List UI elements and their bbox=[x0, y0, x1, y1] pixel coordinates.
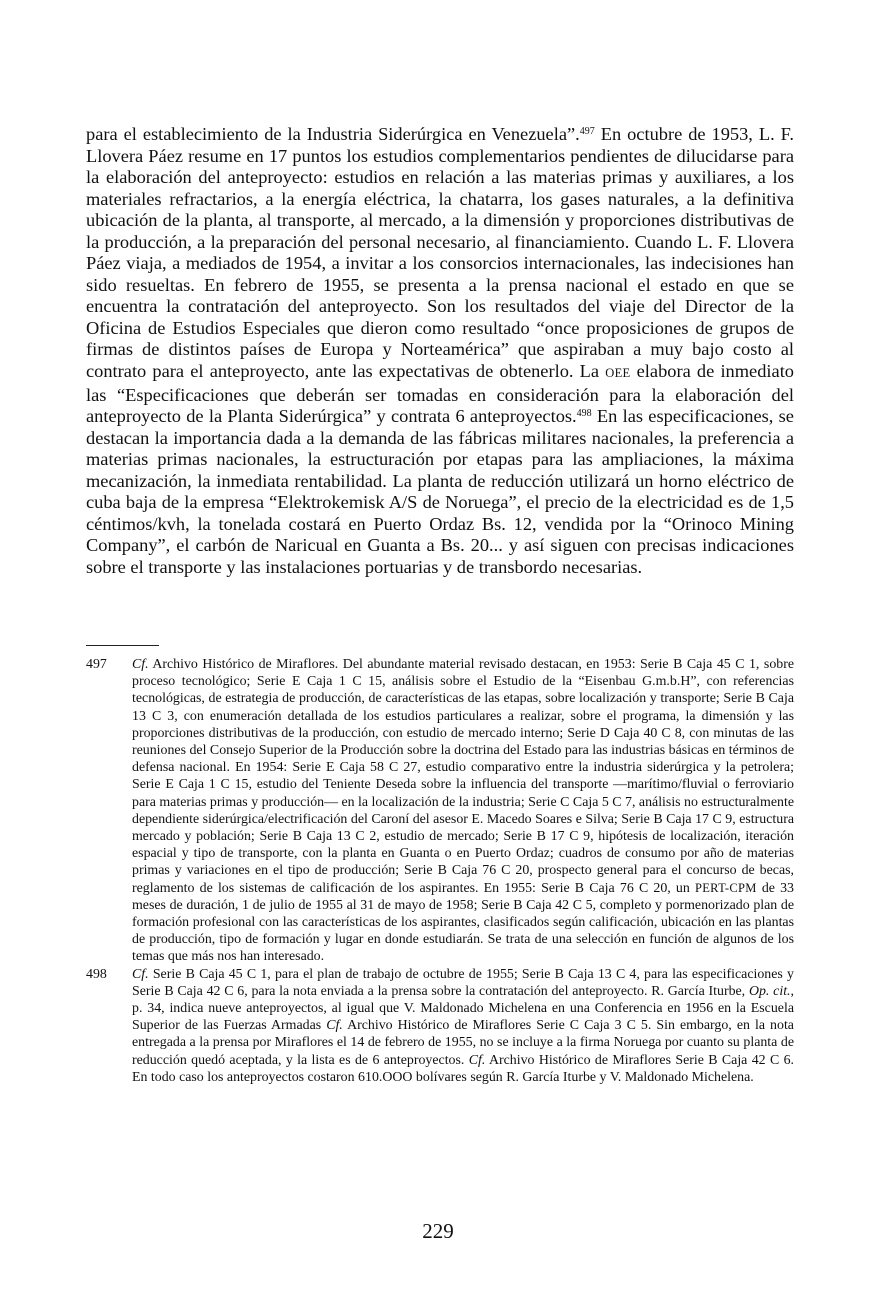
body-paragraph bbox=[86, 124, 794, 578]
body-text-3: elabora de inmediato las “Especificaciones que deberán ser tomadas en consideración para la elaboración del anteproyecto de la Planta Siderúrgica” y contrata 6 anteproyectos. bbox=[86, 361, 794, 427]
footnote-498-text-a: Serie B Caja 45 C 1, para el plan de trabajo de octubre de 1955; Serie B Caja 13 C 4, para las especificaciones y Serie B Caja 42 C 6, para la nota enviada a la prensa sobre la contratación del anteproyecto. R. García Iturbe, bbox=[132, 966, 794, 999]
cf-abbreviation: Cf. bbox=[132, 657, 149, 672]
footnote-497-text-a: Archivo Histórico de Miraflores. Del abundante material revisado destacan, en 1953: Serie B Caja 45 C 1, sobre proceso tecnológico; Serie E Caja 1 C 15, análisis sobre el Estudio de la “Eisenbau G.m.b.H”, con referencias tecnológicas, de estrategia de producción, de características de las etapas, sobre localización y transporte; Serie B Caja 13 C 3, con enumeración detallada de los estudios particulares a realizar, sobre el programa, la dimensión y las proporciones distributivas de la producción, con estudio de mercado interno; Serie D Caja 40 C 8, con minutas de las reuniones del Consejo Superior de la Producción sobre la doctrina del Estado para las industrias básicas en términos de defensa nacional. En 1954: Serie E Caja 58 C 27, estudio comparativo entre la industria siderúrgica y la petrolera; Serie E Caja 1 C 15, estudio del Teniente Deseda sobre la influencia del transporte —marítimo/fluvial o ferroviario para materias primas y producción— en la localización de la industria; Serie C Caja 5 C 7, análisis no estructuralmente dependiente siderúrgica/electrificación del Caroní del asesor E. Macedo Soares e Silva; Serie B Caja 17 C 9, estructura mercado y población; Serie B Caja 13 C 2, estudio de mercado; Serie B 17 C 9, hipótesis de localización, iteración espacial y tipo de transporte, con la planta en Guanta o en Puerto Ordaz; cuadros de consumo por año de materias primas y variaciones en el tipo de producción; Serie B Caja 76 C 20, prospecto general para el concurso de becas, reglamento de los sistemas de calificación de los aspirantes. En 1955: Serie B Caja 76 C 20, un bbox=[132, 657, 794, 896]
oee-abbreviation: OEE bbox=[605, 366, 631, 381]
footnote-497 bbox=[86, 656, 794, 966]
footnote-divider bbox=[86, 645, 159, 646]
footnote-number: 497 bbox=[86, 657, 107, 672]
cf-abbreviation: Cf. bbox=[468, 1052, 486, 1068]
footnote-498-text-b: , p. 34, indica nueve anteproyectos, al igual que V. Maldonado Michelena en una Conferencia en 1956 en la Escuela Superior de las Fuerzas Armadas bbox=[132, 983, 795, 1034]
pert-cpm-abbreviation: PERT-CPM bbox=[695, 880, 757, 895]
footnote-ref-498[interactable]: 498 bbox=[576, 408, 592, 420]
footnote-ref-497[interactable]: 497 bbox=[579, 126, 595, 137]
cf-abbreviation: Cf. bbox=[132, 966, 149, 982]
footnote-text bbox=[132, 967, 794, 1085]
footnote-498-text-d: Archivo Histórico de Miraflores Serie B Caja 42 C 6. En todo caso los anteproyectos costaron 610.OOO bolívares según R. García Iturbe y V. Maldonado Michelena. bbox=[132, 1052, 795, 1085]
footnote-497-text-b: de 33 meses de duración, 1 de julio de 1955 al 31 de mayo de 1958; Serie B Caja 42 C 5, completo y pormenorizado plan de formación profesional con las características de los aspirantes, clasificados según calificación, ubicación en las plantas de producción, tipo de formación y lugar en donde estudiarán. Se trata de una selección en función de algunos de los temas que más nos han interesado. bbox=[132, 880, 794, 965]
footnotes bbox=[86, 656, 794, 1086]
footnote-498-text-c: Archivo Histórico de Miraflores Serie C Caja 3 C 5. Sin embargo, en la nota entregada a la prensa por Miraflores el 14 de febrero de 1955, no se incluye a la firma Noruega por cuanto su planta de reducción quedó aceptada, y la lista es de 6 anteproyectos. bbox=[132, 1018, 794, 1068]
footnote-number: 498 bbox=[86, 966, 107, 982]
body-text-1: para el establecimiento de la Industria Siderúrgica en Venezuela”. bbox=[86, 124, 580, 144]
page-number: 229 bbox=[422, 1219, 454, 1243]
cf-abbreviation: Cf. bbox=[326, 1018, 343, 1034]
footnote-498 bbox=[86, 966, 794, 1086]
body-text-4: En las especificaciones, se destacan la importancia dada a la demanda de las fábricas militares nacionales, la preferencia a materias primas nacionales, la estructuración por etapas para las ampliaciones, la máxima mecanización, la inmediata rentabilidad. La planta de reducción utilizará un horno eléctrico de cuba baja de la empresa “Elektrokemisk A/S de Noruega”, el precio de la electricidad es de 1,5 céntimos/kvh, la tonelada costará en Puerto Ordaz Bs. 12, vendida por la “Orinoco Mining Company”, el carbón de Naricual en Guanta a Bs. 20... y así siguen con precisas indicaciones sobre el transporte y las instalaciones portuarias y de transbordo necesarias. bbox=[86, 406, 794, 577]
body-text-2: En octubre de 1953, L. F. Llovera Páez resume en 17 puntos los estudios complementarios pendientes de dilucidarse para la elaboración del anteproyecto: estudios en relación a las materias primas y auxiliares, a los materiales refractarios, a la energía eléctrica, la chatarra, los gases naturales, a la definitiva ubicación de la planta, al transporte, al mercado, a la dimensión y proporciones distributivas de la producción, a la preparación del personal necesario, al financiamiento. Cuando L. F. Llovera Páez viaja, a mediados de 1954, a invitar a los consorcios internacionales, las indecisiones han sido resueltas. En febrero de 1955, se presenta a la prensa nacional el estado en que se encuentra la contratación del anteproyecto. Son los resultados del viaje del Director de la Oficina de Estudios Especiales que dieron como resultado “once proposiciones de grupos de firmas de distintos países de Europa y Norteamérica” que aspiraban a muy bajo costo al contrato para el anteproyecto, ante las expectativas de obtenerlo. La bbox=[86, 124, 794, 382]
footnote-text bbox=[132, 657, 794, 964]
op-cit-abbreviation: Op. cit. bbox=[748, 983, 791, 999]
